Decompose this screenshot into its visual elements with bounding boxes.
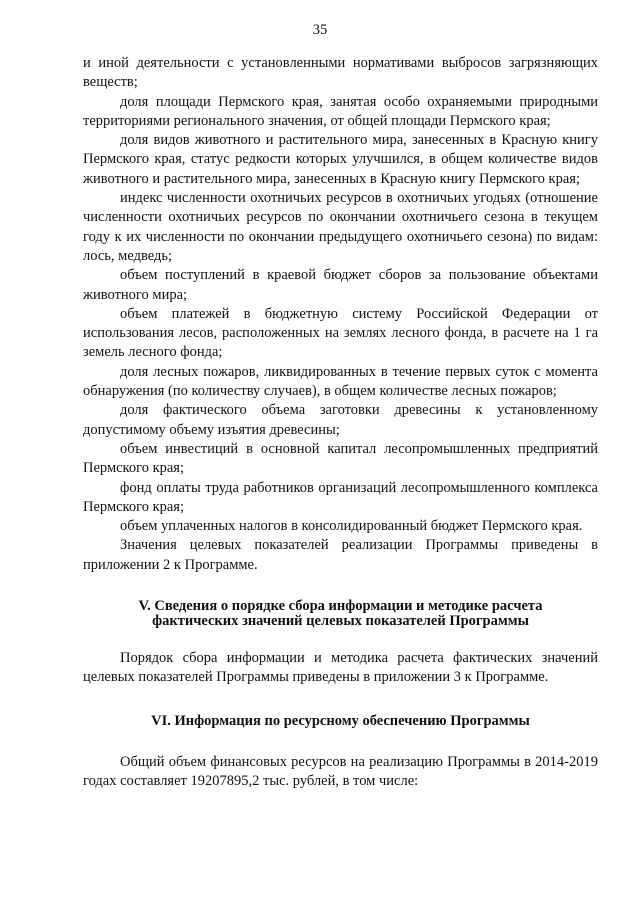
paragraph: доля лесных пожаров, ликвидированных в течение первых суток с момента обнаружения (по количеству случаев), в общем количестве лесных пожаров;: [83, 363, 598, 400]
indicator-list: [83, 54, 598, 575]
paragraph: фонд оплаты труда работников организаций лесопромышленного комплекса Пермского края;: [83, 479, 598, 515]
paragraph: объем поступлений в краевой бюджет сборов за пользование объектами животного мира;: [83, 267, 598, 303]
section-5-heading-line1: V. Сведения о порядке сбора информации и методике расчета: [138, 598, 543, 615]
section-5-heading-line2: фактических значений целевых показателей Программы: [152, 613, 529, 630]
section-6: [83, 714, 598, 792]
section-5-paragraph: Порядок сбора информации и методика расчета фактических значений целевых показателей Программы приведены в приложении 3 к Программе.: [83, 650, 598, 686]
section-5: [83, 599, 598, 688]
paragraph: объем инвестиций в основной капитал лесопромышленных предприятий Пермского края;: [83, 440, 598, 477]
paragraph: Значения целевых показателей реализации Программы приведены в приложении 2 к Программе.: [83, 537, 598, 573]
paragraph: объем платежей в бюджетную систему Российской Федерации от использования лесов, расположенных на землях лесного фонда, в расчете на 1 га земель лесного фонда;: [83, 305, 598, 361]
paragraph: объем уплаченных налогов в консолидированный бюджет Пермского края.: [120, 518, 583, 535]
paragraph: доля площади Пермского края, занятая особо охраняемыми природными территориями регионального значения, от общей площади Пермского края;: [83, 93, 598, 129]
paragraph: доля видов животного и растительного мира, занесенных в Красную книгу Пермского края, статус редкости которых улучшился, в общем количестве видов животного и растительного мира, занесенных в Красную книгу Пермского края;: [83, 132, 598, 187]
paragraph: индекс численности охотничьих ресурсов в охотничьих угодьях (отношение численности охотничьих ресурсов по окончании охотничьего сезона в текущем году к их численности по окончании предыдущего охотничьего сезона) по видам: лось, медведь;: [83, 190, 598, 264]
paragraph: доля фактического объема заготовки древесины к установленному допустимому объему изъятия древесины;: [83, 402, 598, 438]
paragraph: и иной деятельности с установленными нормативами выбросов загрязняющих веществ;: [83, 55, 598, 91]
page-number: 35: [312, 22, 328, 38]
document-body: [83, 54, 598, 791]
section-6-paragraph: Общий объем финансовых ресурсов на реализацию Программы в 2014-2019 годах составляет 19207895,2 тыс. рублей, в том числе:: [83, 753, 598, 789]
section-6-heading: VI. Информация по ресурсному обеспечению Программы: [151, 712, 530, 729]
